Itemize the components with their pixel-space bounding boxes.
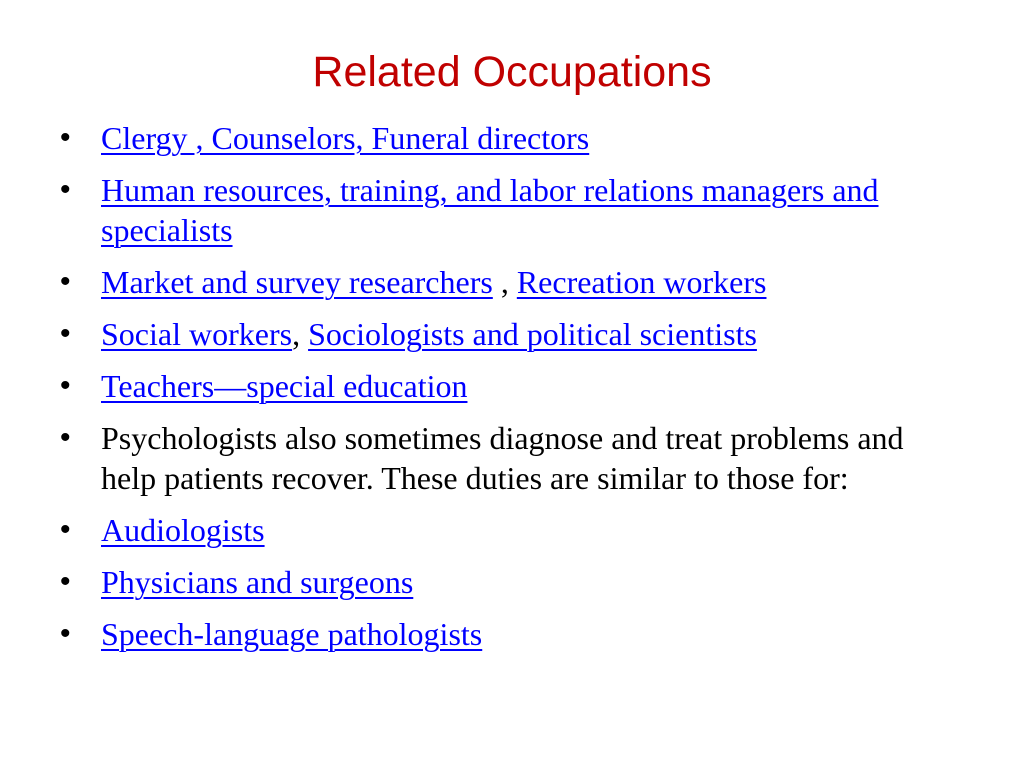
bullet-item-psychologists-note: [0, 418, 1024, 498]
link-clergy-counselors-funeral-directors[interactable]: Clergy , Counselors, Funeral directors: [101, 120, 590, 156]
link-market-survey-researchers[interactable]: Market and survey researchers: [101, 264, 493, 300]
separator: ,: [292, 316, 309, 352]
bullet-item-clergy: [0, 118, 1024, 158]
link-speech-language-pathologists[interactable]: Speech-language pathologists: [101, 616, 483, 652]
slide-title: Related Occupations: [312, 48, 712, 96]
link-teachers-special-education[interactable]: Teachers—special education: [101, 368, 468, 404]
bullet-item-audiologists: [0, 510, 1024, 550]
bullet-item-speech-language: [0, 614, 1024, 654]
bullet-item-human-resources: [0, 170, 1024, 250]
bullet-text: Psychologists also sometimes diagnose and treat problems and help patients recover. These duties are similar to those for:: [101, 420, 904, 496]
link-human-resources[interactable]: Human resources, training, and labor relations managers and specialists: [101, 172, 879, 248]
link-audiologists[interactable]: Audiologists: [101, 512, 265, 548]
bullet-list: [0, 118, 1024, 666]
link-recreation-workers[interactable]: Recreation workers: [516, 264, 767, 300]
bullet-item-teachers: [0, 366, 1024, 406]
link-social-workers[interactable]: Social workers: [101, 316, 293, 352]
link-sociologists-political-scientists[interactable]: Sociologists and political scientists: [308, 316, 757, 352]
bullet-item-market-recreation: [0, 262, 1024, 302]
bullet-item-physicians: [0, 562, 1024, 602]
bullet-item-social-sociologists: [0, 314, 1024, 354]
link-physicians-surgeons[interactable]: Physicians and surgeons: [101, 564, 414, 600]
separator: ,: [492, 264, 517, 300]
